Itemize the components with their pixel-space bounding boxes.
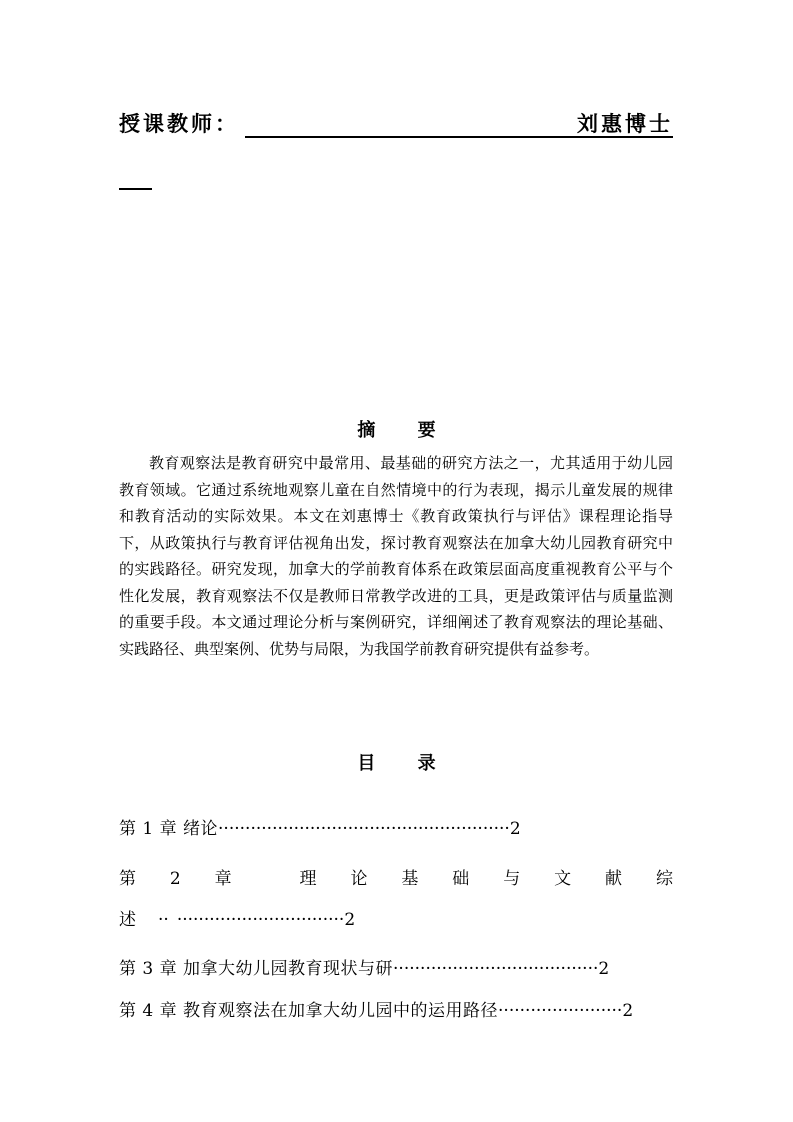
toc-entry-char: 第 xyxy=(119,869,136,889)
toc-entry-dots: ·· xyxy=(158,910,169,930)
toc-entry-char: 献 xyxy=(605,869,623,889)
toc-entry-title: 第 4 章 教育观察法在加拿大幼儿园中的运用路径 xyxy=(119,1001,499,1021)
toc-entry-char: 2 xyxy=(169,869,181,889)
abstract-heading: 摘 要 xyxy=(357,420,454,441)
toc-entry-chapter-4[interactable] xyxy=(119,999,673,1023)
toc-entry-page: 2 xyxy=(598,959,610,979)
toc-entry-dots: ······················································ xyxy=(218,819,510,839)
toc-entry-title: 第 3 章 加拿大幼儿园教育现状与研 xyxy=(119,959,394,979)
toc-entry-char: 综 xyxy=(655,869,673,889)
toc-entry-dots: ······································ xyxy=(393,959,599,979)
instructor-line xyxy=(119,110,673,138)
toc-entry-dots: ······························· xyxy=(176,910,345,930)
toc-entry-char: 文 xyxy=(554,869,572,889)
toc-heading: 目 录 xyxy=(357,753,454,774)
abstract-body: 教育观察法是教育研究中最常用、最基础的研究方法之一，尤其适用于幼儿园教育领域。它通过系统地观察儿童在自然情境中的行为表现，揭示儿童发展的规律和教育活动的实际效果。本文在刘惠博士《教育政策执行与评估》课程理论指导下，从政策执行与教育评估视角出发，探讨教育观察法在加拿大幼儿园教育研究中的实践路径。研究发现，加拿大的学前教育体系在政策层面高度重视教育公平与个性化发展，教育观察法不仅是教师日常教学改进的工具，更是政策评估与质量监测的重要手段。本文通过理论分析与案例研究，详细阐述了教育观察法的理论基础、实践路径、典型案例、优势与局限，为我国学前教育研究提供有益参考。 xyxy=(119,454,673,658)
toc-entry-char: 章 xyxy=(214,869,232,889)
instructor-name: 刘惠博士 xyxy=(577,112,673,136)
toc-entry-char: 础 xyxy=(452,869,470,889)
instructor-label: 授课教师： xyxy=(119,112,239,136)
toc-entry-page: 2 xyxy=(344,910,356,930)
toc-entry-char: 理 xyxy=(299,869,317,889)
toc-entry-chapter-3[interactable] xyxy=(119,957,673,981)
short-underline xyxy=(119,188,152,190)
toc-entry-chapter-2[interactable] xyxy=(119,867,673,891)
toc-entry-page: 2 xyxy=(509,819,521,839)
toc-entry-chapter-1[interactable] xyxy=(119,817,673,841)
toc-entry-dots: ······················· xyxy=(498,1001,623,1021)
toc-entry-title: 第 1 章 绪论 xyxy=(119,819,219,839)
toc-entry-page: 2 xyxy=(622,1001,634,1021)
toc-entry-char: 论 xyxy=(350,869,368,889)
toc-entry-chapter-2-continuation[interactable] xyxy=(119,908,355,932)
toc-entry-title: 述 xyxy=(119,910,136,930)
toc-entry-char: 与 xyxy=(503,869,521,889)
toc-entry-char: 基 xyxy=(401,869,419,889)
